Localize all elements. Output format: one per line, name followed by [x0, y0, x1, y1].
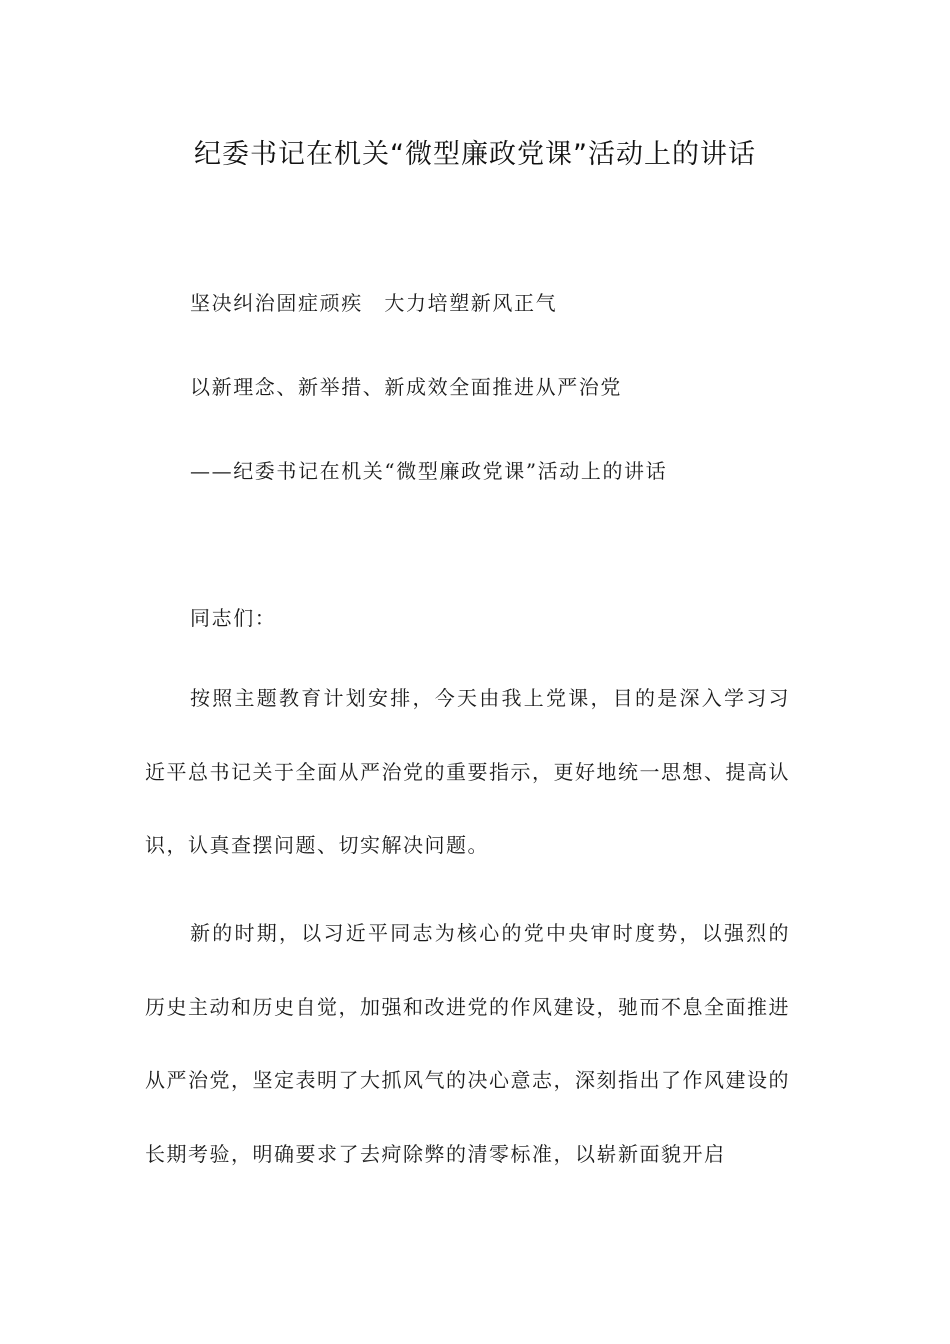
subtitle-line-1: 坚决纠治固症顽疾 大力培塑新风正气 — [190, 291, 558, 315]
subtitle-line-2: 以新理念、新举措、新成效全面推进从严治党 — [190, 375, 622, 399]
body-paragraph-1: 按照主题教育计划安排，今天由我上党课，目的是深入学习习近平总书记关于全面从严治党的重要指示，更好地统一思想、提高认识，认真查摆问题、切实解决问题。 — [145, 686, 790, 857]
subtitle-line-3: ——纪委书记在机关“微型廉政党课”活动上的讲话 — [190, 459, 668, 483]
document-title: 纪委书记在机关“微型廉政党课”活动上的讲话 — [194, 139, 756, 170]
body-paragraph-2: 新的时期，以习近平同志为核心的党中央审时度势，以强烈的历史主动和历史自觉，加强和改进党的作风建设，驰而不息全面推进从严治党，坚定表明了大抓风气的决心意志，深刻指出了作风建设的长期考验，明确要求了去疴除弊的清零标准，以崭新面貌开启 — [145, 921, 790, 1166]
greeting: 同志们： — [190, 606, 277, 630]
